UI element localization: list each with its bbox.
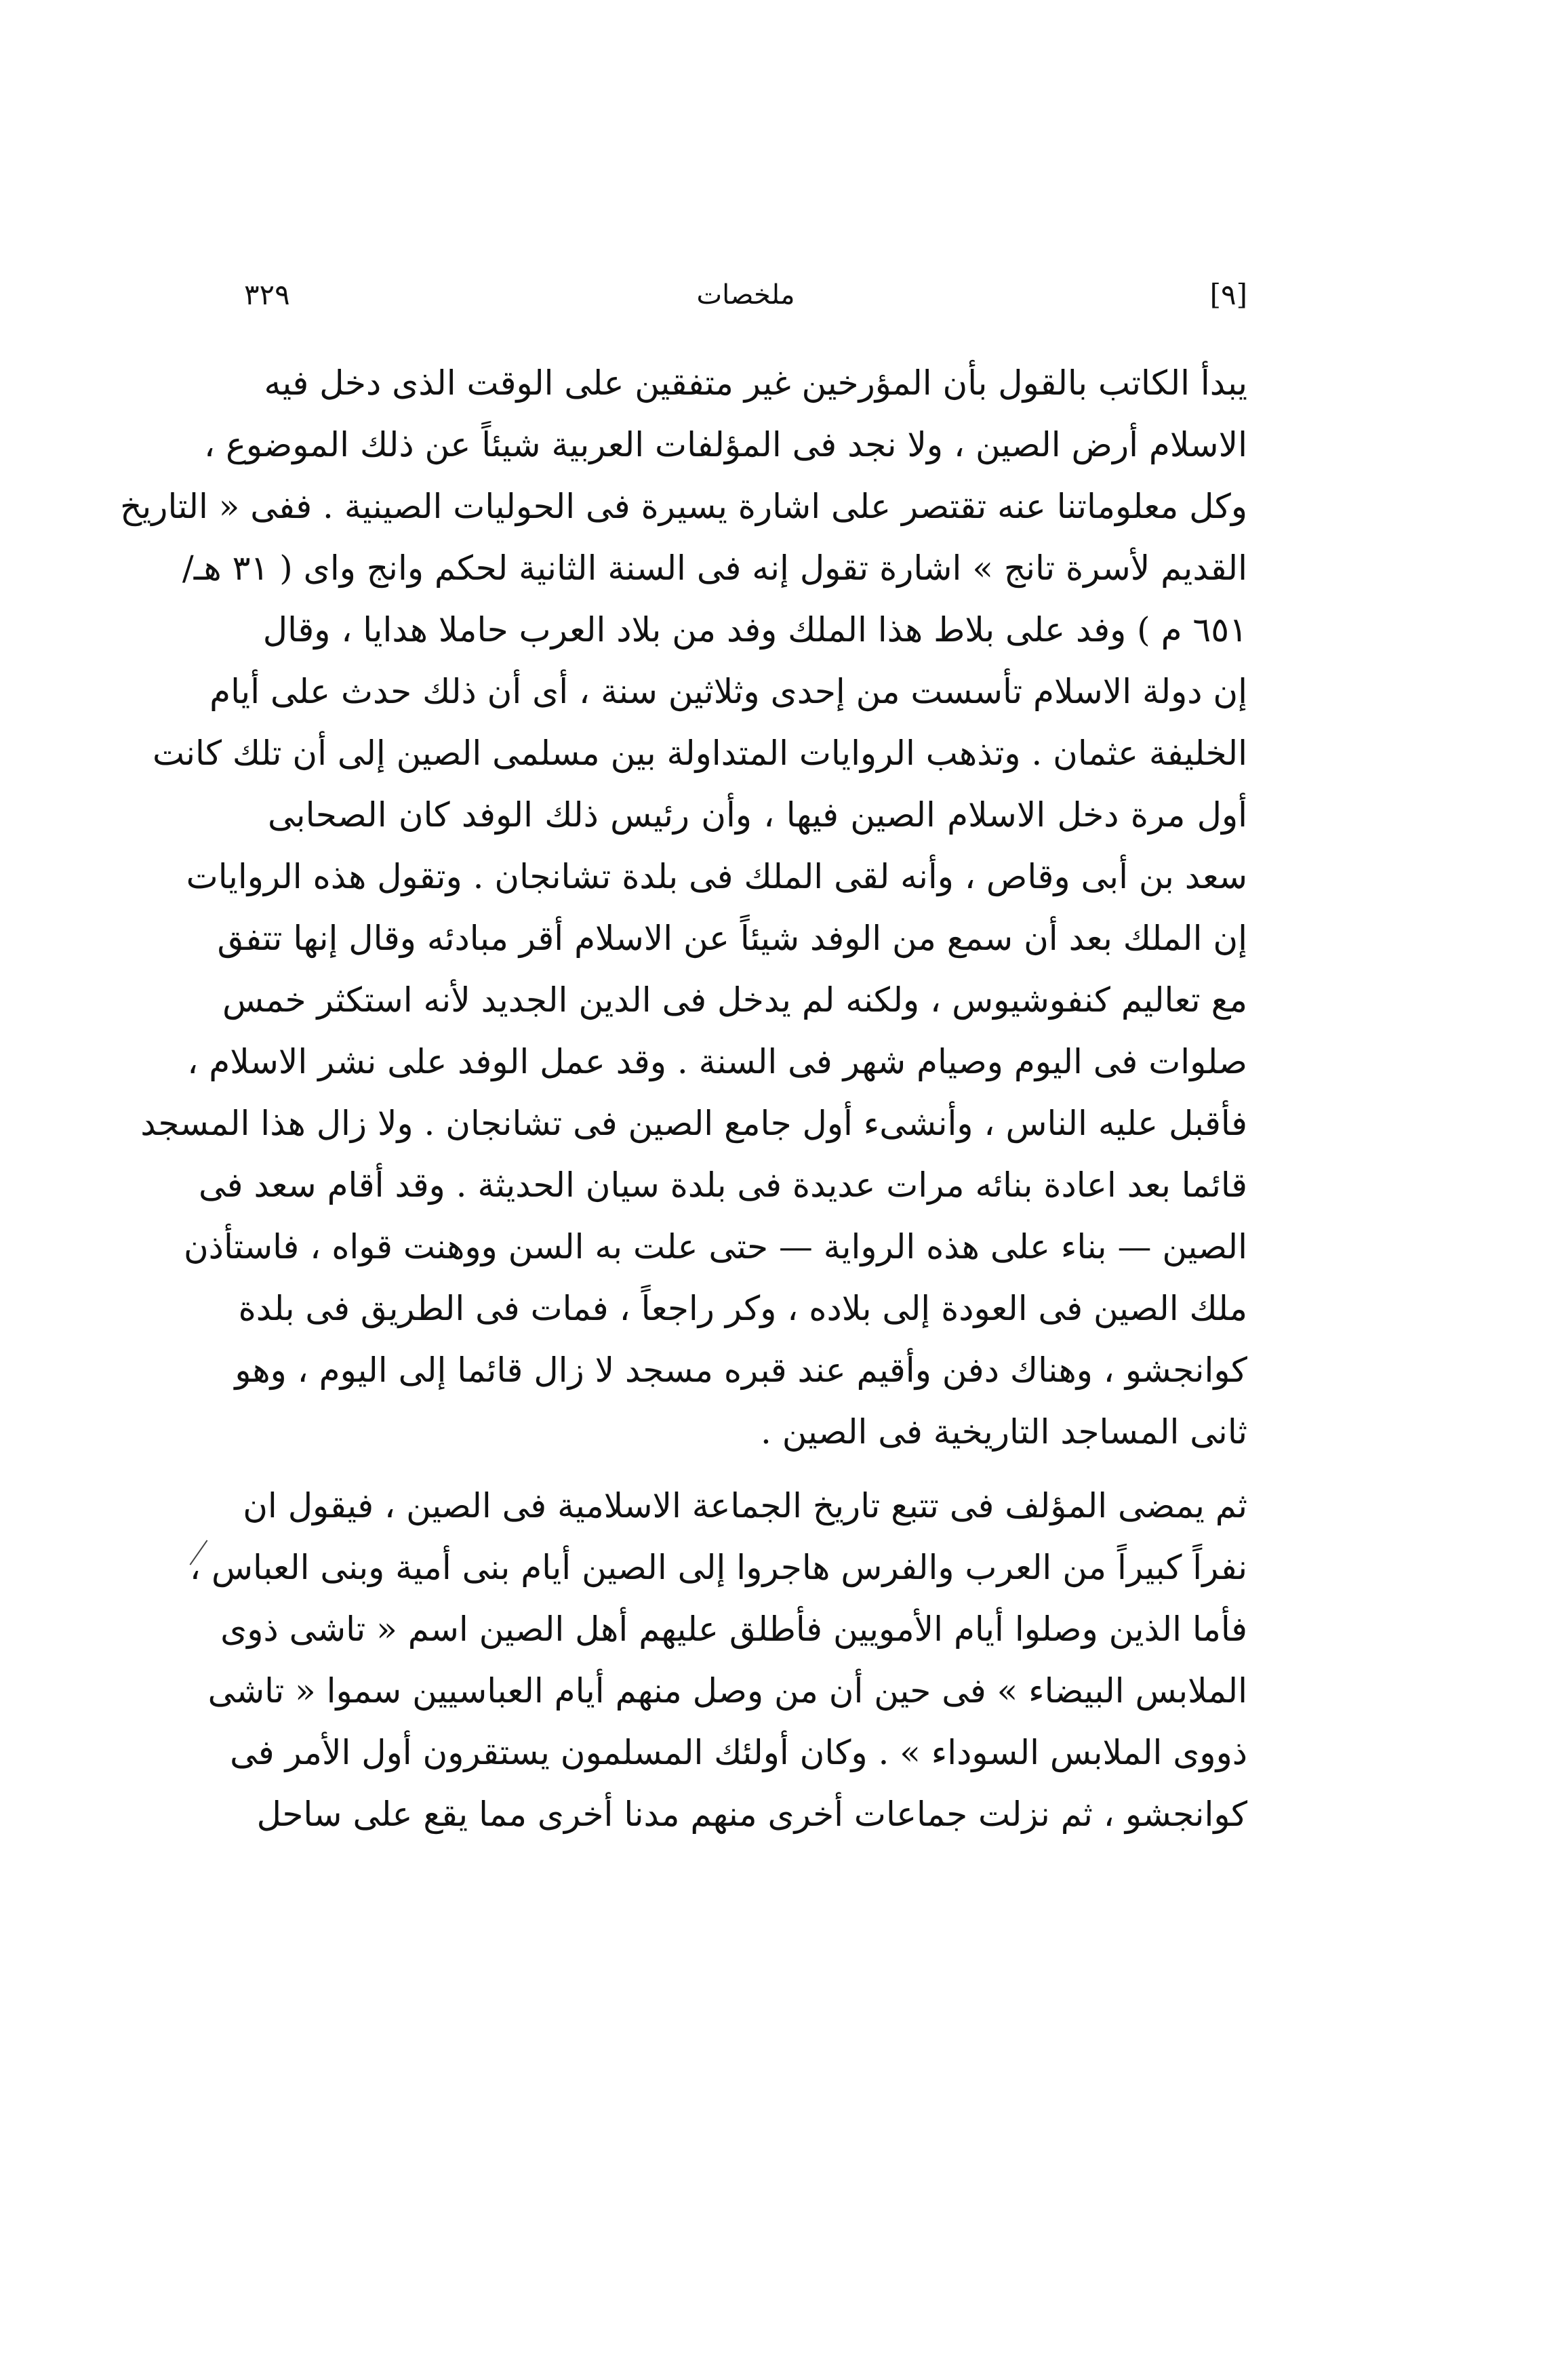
text-line: كوانجشو ، وهناك دفن وأقيم عند قبره مسجد لا زال قائما إلى اليوم ، وهو bbox=[235, 1351, 1247, 1390]
body-text bbox=[120, 353, 1247, 1845]
paragraph-1 bbox=[120, 353, 1247, 1463]
text-line: فأما الذين وصلوا أيام الأمويين فأطلق عليهم أهل الصين اسم « تاشى ذوى bbox=[220, 1610, 1247, 1649]
text-line: ٦٥١ م ) وفد على بلاط هذا الملك وفد من بلاد العرب حاملا هدايا ، وقال bbox=[262, 610, 1247, 649]
text-line: ثم يمضى المؤلف فى تتبع تاريخ الجماعة الاسلامية فى الصين ، فيقول ان bbox=[243, 1486, 1247, 1525]
text-line: الخليفة عثمان . وتذهب الروايات المتداولة بين مسلمى الصين إلى أن تلك كانت bbox=[152, 734, 1247, 773]
text-line: نفراً كبيراً من العرب والفرس هاجروا إلى الصين أيام بنى أمية وبنى العباس ، bbox=[189, 1548, 1247, 1587]
text-line: إن دولة الاسلام تأسست من إحدى وثلاثين سنة ، أى أن ذلك حدث على أيام bbox=[209, 672, 1247, 711]
page-number: ٣٢٩ bbox=[244, 278, 290, 311]
text-line: أول مرة دخل الاسلام الصين فيها ، وأن رئيس ذلك الوفد كان الصحابى bbox=[268, 795, 1247, 835]
running-title: ملخصات bbox=[696, 279, 795, 311]
text-line: فأقبل عليه الناس ، وأنشىء أول جامع الصين فى تشانجان . ولا زال هذا المسجد bbox=[140, 1104, 1247, 1143]
text-line: الملابس البيضاء » فى حين أن من وصل منهم أيام العباسيين سموا « تاشى bbox=[207, 1671, 1247, 1711]
text-line: كوانجشو ، ثم نزلت جماعات أخرى منهم مدنا أخرى مما يقع على ساحل bbox=[256, 1795, 1247, 1834]
text-line: صلوات فى اليوم وصيام شهر فى السنة . وقد عمل الوفد على نشر الاسلام ، bbox=[187, 1042, 1247, 1081]
page-header bbox=[244, 275, 1247, 322]
text-line: ذووى الملابس السوداء » . وكان أولئك المسلمون يستقرون أول الأمر فى bbox=[230, 1733, 1247, 1772]
paragraph-2 bbox=[189, 1475, 1247, 1845]
text-line: الصين — بناء على هذه الرواية — حتى علت به السن ووهنت قواه ، فاستأذن bbox=[183, 1227, 1247, 1266]
text-line: ملك الصين فى العودة إلى بلاده ، وكر راجعاً ، فمات فى الطريق فى بلدة bbox=[238, 1289, 1247, 1328]
text-line: وكل معلوماتنا عنه تقتصر على اشارة يسيرة فى الحوليات الصينية . ففى « التاريخ bbox=[120, 487, 1247, 526]
text-line: مع تعاليم كنفوشيوس ، ولكنه لم يدخل فى الدين الجديد لأنه استكثر خمس bbox=[222, 980, 1247, 1020]
text-line: القديم لأسرة تانج » اشارة تقول إنه فى السنة الثانية لحكم وانج واى ( ٣١ هـ/ bbox=[182, 548, 1247, 588]
text-line: الاسلام أرض الصين ، ولا نجد فى المؤلفات العربية شيئاً عن ذلك الموضوع ، bbox=[204, 425, 1247, 464]
text-line: يبدأ الكاتب بالقول بأن المؤرخين غير متفقين على الوقت الذى دخل فيه bbox=[264, 363, 1247, 403]
text-line: ثانى المساجد التاريخية فى الصين . bbox=[760, 1412, 1247, 1452]
text-line: سعد بن أبى وقاص ، وأنه لقى الملك فى بلدة تشانجان . وتقول هذه الروايات bbox=[186, 857, 1247, 896]
text-line: إن الملك بعد أن سمع من الوفد شيئاً عن الاسلام أقر مبادئه وقال إنها تتفق bbox=[217, 919, 1247, 958]
paragraph-gap bbox=[268, 1463, 1247, 1475]
text-line: قائما بعد اعادة بنائه مرات عديدة فى بلدة سيان الحديثة . وقد أقام سعد فى bbox=[198, 1165, 1247, 1205]
section-number: [٩] bbox=[1209, 278, 1247, 311]
